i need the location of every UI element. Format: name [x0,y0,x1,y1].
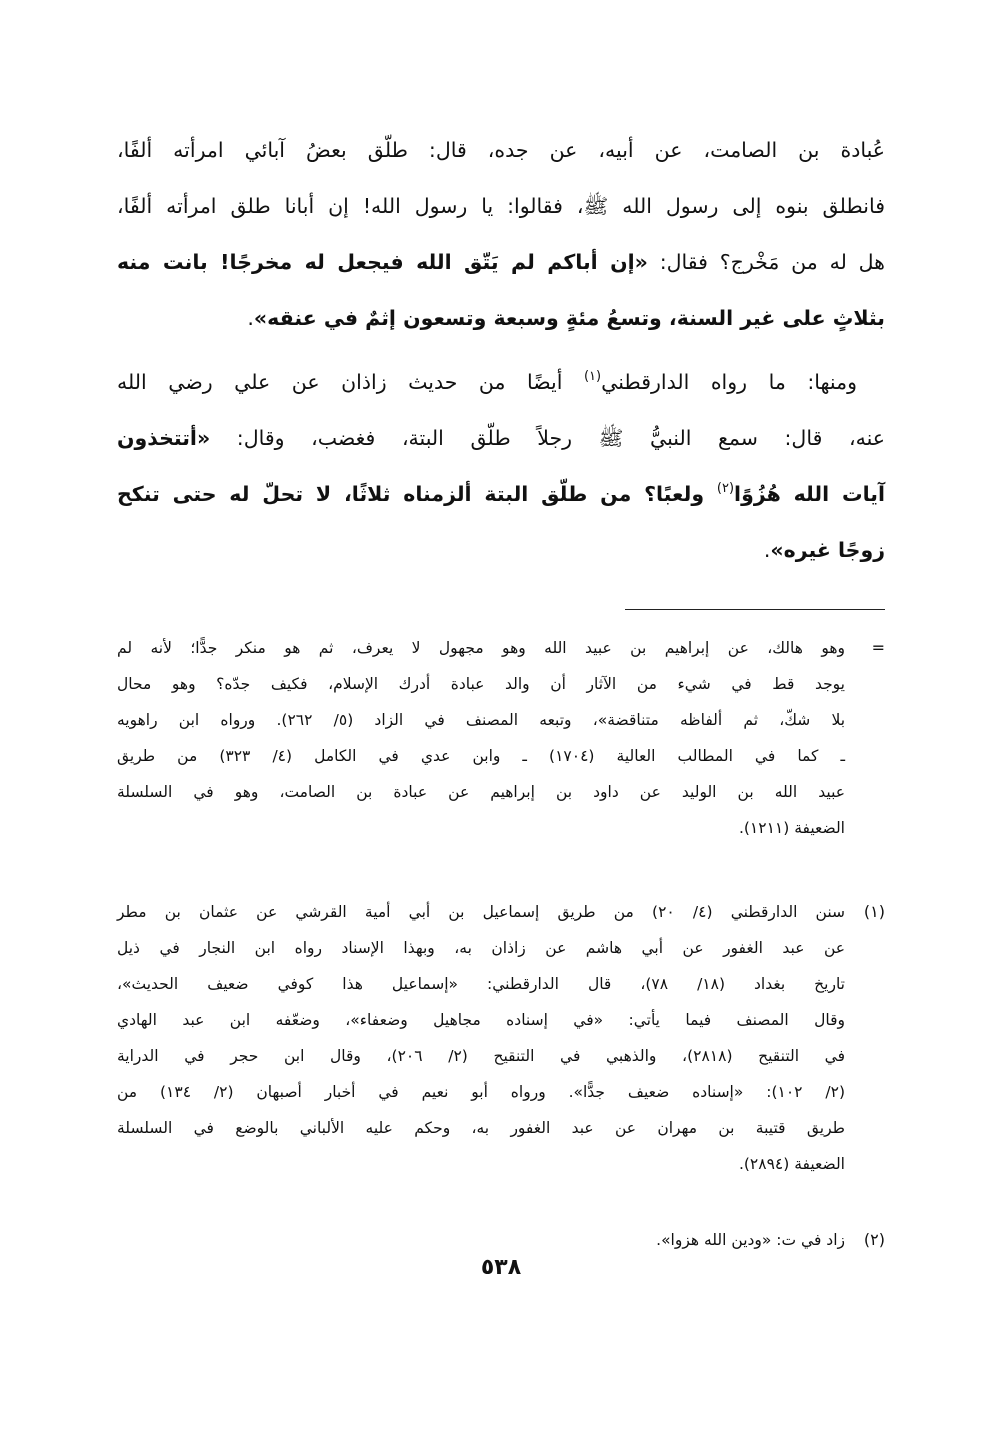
main-text [117,122,885,578]
footnote-separator [625,609,885,610]
footnote-line: في التنقيح (٢٨١٨)، والذهبي في التنقيح (٢/ ٢٠٦)، وقال ابن حجر في الدراية [117,1047,846,1065]
hadith-quote: «أتتخذون [117,426,211,450]
footnote-line: وقال المصنف فيما يأتي: «في إسناده مجاهيل وضعفاء»، وضعّفه ابن عبد الهادي [117,1011,845,1029]
footnote-body [117,1222,845,1258]
text-segment: عنه، قال: سمع النبيُّ ﷺ رجلاً طلّق البتة، فغضب، وقال: [210,426,885,450]
text-segment: . [763,538,771,562]
text-line [117,122,885,178]
paragraph-gap [117,346,885,354]
hadith-quote: «إن أباكم لم يَتّق الله فيجعل له مخرجًا! بانت منه [117,250,648,274]
footnote-row [117,630,885,846]
footnote-marker: = [871,638,885,657]
text-line [117,290,885,346]
text-segment: فانطلق بنوه إلى رسول الله ﷺ، فقالوا: يا رسول الله! إن أبانا طلق امرأته ألفًا، [117,194,885,218]
text-line [117,354,885,410]
footnote-reference: (٢) [716,481,735,496]
hadith-quote: بثلاثٍ على غير السنة، وتسعُ مئةٍ وسبعة وتسعون إثمٌ في عنقه» [253,306,885,330]
footnote-line: ـ كما في المطالب العالية (١٧٠٤) ـ وابن عدي في الكامل (٤/ ٣٢٣) من طريق [117,747,845,765]
footnote-reference: (١) [583,369,602,384]
footnote-line: (٢/ ١٠٢): «إسناده ضعيف جدًّا». ورواه أبو نعيم في أخبار أصبهان (٢/ ١٣٤) من [117,1083,846,1101]
footnote-line: طريق قتيبة بن مهران عن عبد الغفور به، وحكم عليه الألباني بالوضع في السلسلة [117,1119,845,1137]
page-number: ٥٣٨ [480,1255,522,1280]
footnote-row [117,1222,885,1258]
text-line [117,234,885,290]
footnote-line: يوجد قط في شيء من الآثار أن والد عبادة أدرك الإسلام، فكيف جدّه؟ وهو محال [117,675,845,693]
footnote-line: زاد في ت: «ودين الله هزوا». [656,1231,845,1249]
hadith-quote: ولعبًا؟ من طلّق البتة ألزمناه ثلاثًا، لا تحلّ له حتى تنكح [117,482,717,506]
footnote-marker: (١) [863,902,885,921]
footnote-marker: (٢) [863,1230,885,1249]
footnote-continuation [117,630,885,846]
footnote-1 [117,894,885,1182]
text-line [117,178,885,234]
text-line [117,466,885,522]
footnote-line: وهو هالك، عن إبراهيم بن عبيد الله وهو مجهول لا يعرف، ثم هو منكر جدًّا؛ لأنه لم [117,639,845,657]
text-segment: . [247,306,254,330]
text-segment: عُبادة بن الصامت، عن أبيه، عن جده، قال: طلّق بعضُ آبائي امرأته ألفًا، [117,138,885,162]
footnote-body [117,630,845,846]
footnote-body [117,894,845,1182]
text-segment: ومنها: ما رواه الدارقطني [601,370,857,394]
text-line [117,522,885,578]
footnote-line: عن عبد الغفور عن أبي هاشم عن زاذان به، وبهذا الإسناد رواه ابن النجار في ذيل [117,939,845,957]
footnote-line: سنن الدارقطني (٤/ ٢٠) من طريق إسماعيل بن أبي أمية القرشي عن عثمان بن مطر [117,903,846,921]
text-segment: أيضًا من حديث زاذان عن علي رضي الله [117,370,584,394]
footnote-2 [117,1222,885,1258]
footnote-line: تاريخ بغداد (١٨/ ٧٨)، قال الدارقطني: «إسماعيل هذا كوفي ضعيف الحديث»، [117,975,845,993]
footnote-line: الضعيفة (١٢١١). [738,819,845,837]
footnote-line: الضعيفة (٢٨٩٤). [738,1155,845,1173]
footnote-row [117,894,885,1182]
hadith-quote: آيات الله هُزُوًا [734,482,885,506]
text-segment: هل له من مَخْرج؟ فقال: [647,250,885,274]
hadith-quote: زوجًا غيره» [770,538,885,562]
footnote-line: عبيد الله بن الوليد عن داود بن إبراهيم عن عبادة بن الصامت، وهو في السلسلة [117,783,845,801]
footnote-line: بلا شكّ، ثم ألفاظه متناقضة»، وتبعه المصنف في الزاد (٥/ ٢٦٢). ورواه ابن راهويه [117,711,846,729]
text-line [117,410,885,466]
